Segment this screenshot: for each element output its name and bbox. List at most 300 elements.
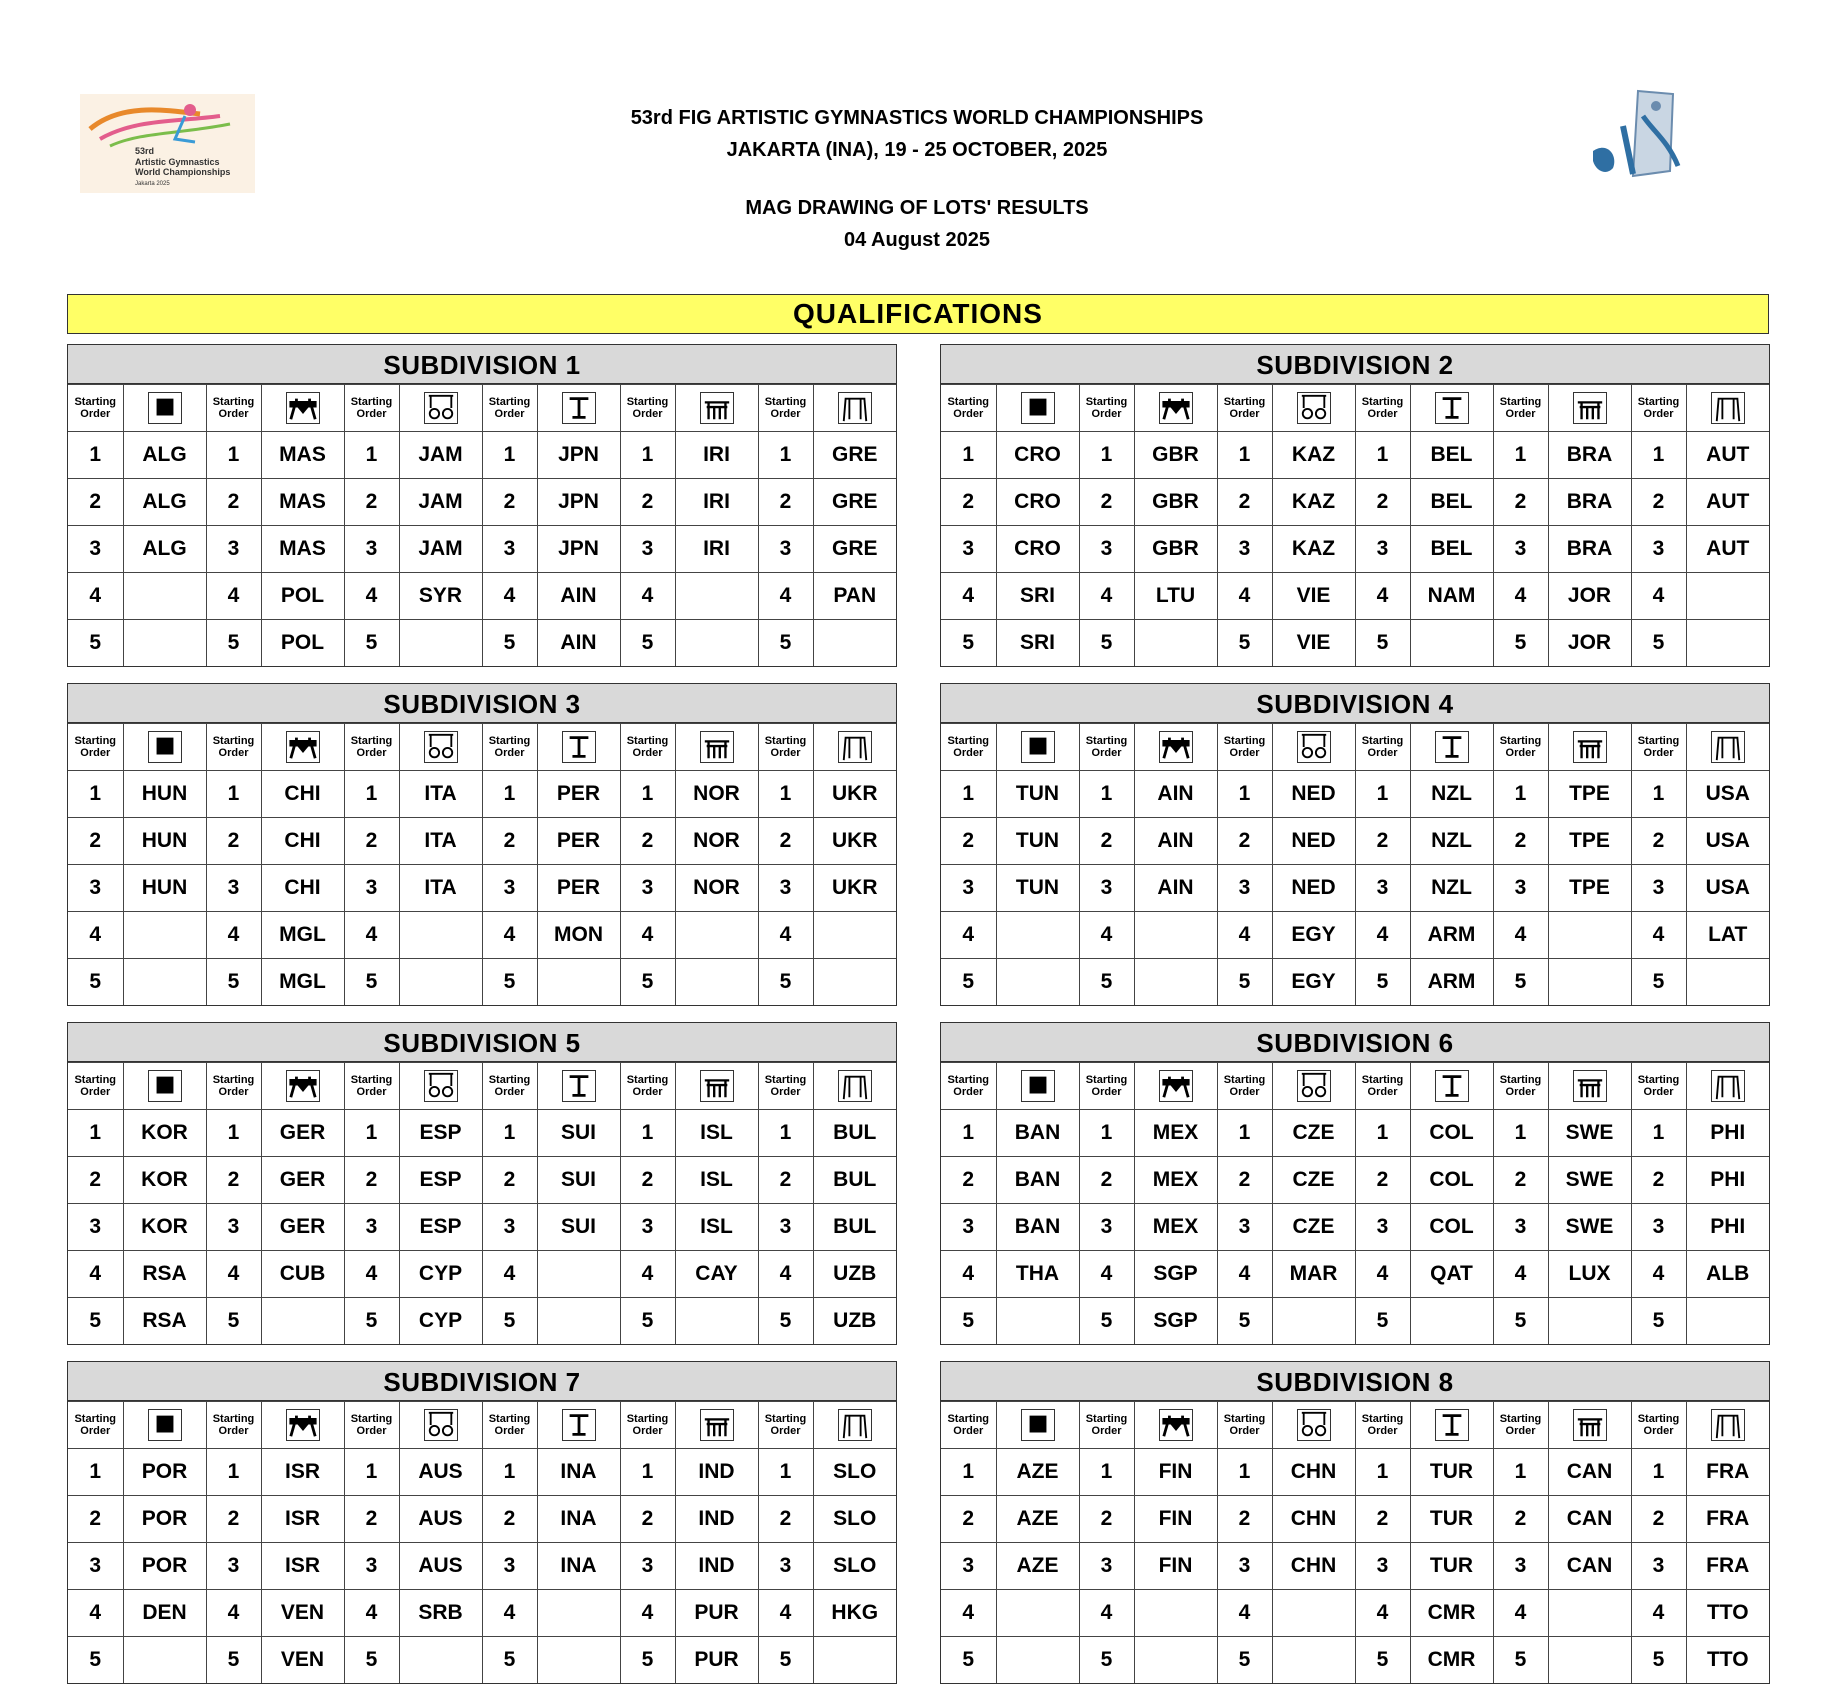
rings-icon (424, 1409, 458, 1441)
table-row (68, 573, 896, 620)
subdivision-2 (940, 344, 1770, 667)
nation-code (813, 620, 896, 667)
subdivision-title: SUBDIVISION 5 (68, 1023, 896, 1062)
starting-order-label: Starting Order (344, 724, 399, 771)
table-row (941, 771, 1769, 818)
nation-code (1686, 959, 1769, 1006)
nation-code: BEL (1410, 479, 1493, 526)
starting-order-number: 1 (1079, 432, 1134, 479)
starting-order-number: 2 (482, 1496, 537, 1543)
nation-code: MAS (261, 432, 344, 479)
subdivision-title: SUBDIVISION 4 (941, 684, 1769, 723)
table-row (68, 771, 896, 818)
nation-code (1134, 1637, 1217, 1684)
nation-code: HUN (123, 818, 206, 865)
starting-order-number: 2 (1217, 1157, 1272, 1204)
nation-code: AUT (1686, 479, 1769, 526)
nation-code: CRO (996, 479, 1079, 526)
nation-code: AUS (399, 1543, 482, 1590)
starting-order-number: 2 (68, 1157, 123, 1204)
starting-order-number: 1 (68, 432, 123, 479)
apparatus-cell (1134, 1063, 1217, 1110)
starting-order-number: 2 (1217, 1496, 1272, 1543)
starting-order-number: 4 (1355, 1251, 1410, 1298)
table-row (941, 1449, 1769, 1496)
starting-order-number: 5 (758, 1637, 813, 1684)
starting-order-number: 1 (620, 1449, 675, 1496)
starting-order-number: 2 (1079, 818, 1134, 865)
starting-order-number: 4 (206, 912, 261, 959)
starting-order-number: 4 (620, 573, 675, 620)
starting-order-number: 5 (482, 620, 537, 667)
table-row (941, 818, 1769, 865)
rings-icon (1297, 1409, 1331, 1441)
starting-order-number: 4 (941, 1251, 996, 1298)
nation-code: AIN (537, 620, 620, 667)
subdivision-title: SUBDIVISION 6 (941, 1023, 1769, 1062)
nation-code: JAM (399, 432, 482, 479)
starting-order-number: 3 (344, 865, 399, 912)
starting-order-label: Starting Order (758, 724, 813, 771)
horizontal-bar-icon (838, 731, 872, 763)
nation-code: TTO (1686, 1590, 1769, 1637)
starting-order-label: Starting Order (941, 1402, 996, 1449)
starting-order-number: 5 (1079, 620, 1134, 667)
nation-code: NZL (1410, 818, 1493, 865)
nation-code: POR (123, 1543, 206, 1590)
starting-order-number: 2 (482, 1157, 537, 1204)
nation-code: KOR (123, 1157, 206, 1204)
starting-order-number: 5 (206, 620, 261, 667)
nation-code: IRI (675, 479, 758, 526)
apparatus-cell (996, 385, 1079, 432)
table-row (941, 526, 1769, 573)
starting-order-label: Starting Order (1493, 724, 1548, 771)
starting-order-label: Starting Order (1493, 385, 1548, 432)
nation-code (399, 959, 482, 1006)
nation-code: KAZ (1272, 526, 1355, 573)
starting-order-number: 1 (1079, 1110, 1134, 1157)
starting-order-number: 4 (1217, 912, 1272, 959)
starting-order-table (68, 1401, 896, 1683)
starting-order-label: Starting Order (1079, 724, 1134, 771)
table-row (68, 1496, 896, 1543)
nation-code: THA (996, 1251, 1079, 1298)
starting-order-number: 4 (344, 573, 399, 620)
table-row (941, 1543, 1769, 1590)
nation-code: VEN (261, 1637, 344, 1684)
horizontal-bar-icon (1711, 731, 1745, 763)
starting-order-number: 2 (1355, 1157, 1410, 1204)
nation-code (1134, 1590, 1217, 1637)
nation-code: USA (1686, 865, 1769, 912)
starting-order-number: 1 (1355, 1449, 1410, 1496)
table-row (68, 432, 896, 479)
nation-code: CMR (1410, 1637, 1493, 1684)
nation-code: UKR (813, 771, 896, 818)
nation-code: ARM (1410, 912, 1493, 959)
subdivision-4 (940, 683, 1770, 1006)
nation-code: AUS (399, 1449, 482, 1496)
nation-code: FRA (1686, 1449, 1769, 1496)
starting-order-number: 5 (68, 959, 123, 1006)
nation-code (261, 1298, 344, 1345)
nation-code (1134, 959, 1217, 1006)
starting-order-number: 4 (344, 1590, 399, 1637)
starting-order-number: 4 (1631, 1590, 1686, 1637)
nation-code: IND (675, 1496, 758, 1543)
table-row (68, 1204, 896, 1251)
nation-code: FRA (1686, 1496, 1769, 1543)
starting-order-number: 3 (344, 1543, 399, 1590)
starting-order-number: 4 (1631, 1251, 1686, 1298)
nation-code: MEX (1134, 1110, 1217, 1157)
apparatus-header-row (68, 724, 896, 771)
nation-code (537, 1251, 620, 1298)
starting-order-number: 3 (1217, 1204, 1272, 1251)
nation-code: INA (537, 1543, 620, 1590)
starting-order-number: 4 (1079, 912, 1134, 959)
document-date: 04 August 2025 (844, 229, 990, 251)
pommel-horse-icon (286, 731, 320, 763)
starting-order-number: 5 (1493, 1298, 1548, 1345)
table-row (941, 1496, 1769, 1543)
starting-order-number: 2 (758, 818, 813, 865)
vault-icon (562, 731, 596, 763)
parallel-bars-icon (700, 392, 734, 424)
subdivision-title: SUBDIVISION 1 (68, 345, 896, 384)
starting-order-number: 4 (206, 1590, 261, 1637)
starting-order-number: 1 (620, 432, 675, 479)
nation-code: KAZ (1272, 432, 1355, 479)
starting-order-number: 3 (1355, 1543, 1410, 1590)
nation-code: BRA (1548, 479, 1631, 526)
nation-code: SWE (1548, 1157, 1631, 1204)
nation-code: BEL (1410, 526, 1493, 573)
logo-line4: Jakarta 2025 (135, 181, 170, 187)
nation-code: BUL (813, 1110, 896, 1157)
starting-order-number: 3 (1493, 1204, 1548, 1251)
starting-order-number: 5 (1217, 620, 1272, 667)
starting-order-label: Starting Order (620, 1063, 675, 1110)
starting-order-number: 2 (482, 818, 537, 865)
table-row (941, 1110, 1769, 1157)
starting-order-number: 1 (206, 1449, 261, 1496)
table-row (941, 620, 1769, 667)
nation-code: JPN (537, 432, 620, 479)
table-row (941, 1251, 1769, 1298)
starting-order-number: 2 (1493, 479, 1548, 526)
starting-order-label: Starting Order (620, 724, 675, 771)
nation-code: UZB (813, 1251, 896, 1298)
apparatus-cell (399, 724, 482, 771)
nation-code: PUR (675, 1590, 758, 1637)
starting-order-number: 2 (1631, 479, 1686, 526)
nation-code: ITA (399, 771, 482, 818)
nation-code: VEN (261, 1590, 344, 1637)
starting-order-number: 1 (1631, 1449, 1686, 1496)
starting-order-number: 5 (1493, 1637, 1548, 1684)
starting-order-number: 1 (344, 432, 399, 479)
starting-order-number: 1 (68, 1449, 123, 1496)
nation-code: AZE (996, 1543, 1079, 1590)
apparatus-cell (996, 724, 1079, 771)
starting-order-number: 2 (1631, 1157, 1686, 1204)
starting-order-number: 4 (1355, 1590, 1410, 1637)
starting-order-table (68, 384, 896, 666)
starting-order-number: 4 (1217, 573, 1272, 620)
apparatus-cell (1410, 1402, 1493, 1449)
starting-order-number: 3 (206, 526, 261, 573)
vault-icon (562, 1070, 596, 1102)
starting-order-number: 3 (1631, 1204, 1686, 1251)
apparatus-cell (123, 1402, 206, 1449)
starting-order-number: 1 (68, 1110, 123, 1157)
nation-code: SUI (537, 1204, 620, 1251)
starting-order-number: 5 (206, 1637, 261, 1684)
starting-order-number: 1 (206, 771, 261, 818)
starting-order-number: 4 (1493, 912, 1548, 959)
nation-code: ESP (399, 1157, 482, 1204)
starting-order-number: 5 (620, 620, 675, 667)
nation-code: NZL (1410, 865, 1493, 912)
nation-code (1686, 573, 1769, 620)
starting-order-number: 4 (1217, 1251, 1272, 1298)
starting-order-number: 3 (1079, 865, 1134, 912)
nation-code: CHI (261, 865, 344, 912)
starting-order-number: 5 (941, 959, 996, 1006)
nation-code: COL (1410, 1157, 1493, 1204)
nation-code (123, 1637, 206, 1684)
apparatus-cell (675, 724, 758, 771)
logo-line2: Artistic Gymnastics (135, 157, 220, 167)
starting-order-number: 3 (1493, 1543, 1548, 1590)
starting-order-number: 3 (758, 1204, 813, 1251)
nation-code: UKR (813, 818, 896, 865)
pommel-horse-icon (286, 1409, 320, 1441)
nation-code: HUN (123, 771, 206, 818)
nation-code: SRI (996, 620, 1079, 667)
starting-order-number: 3 (1079, 1543, 1134, 1590)
pommel-horse-icon (1159, 1409, 1193, 1441)
starting-order-number: 4 (482, 912, 537, 959)
starting-order-number: 1 (1217, 432, 1272, 479)
starting-order-number: 3 (68, 1204, 123, 1251)
nation-code: BAN (996, 1110, 1079, 1157)
nation-code: IRI (675, 432, 758, 479)
starting-order-number: 5 (1217, 959, 1272, 1006)
nation-code: MGL (261, 959, 344, 1006)
fig-logo (1578, 86, 1693, 186)
starting-order-label: Starting Order (68, 724, 123, 771)
nation-code: AZE (996, 1449, 1079, 1496)
starting-order-label: Starting Order (344, 1402, 399, 1449)
starting-order-number: 1 (344, 771, 399, 818)
starting-order-number: 4 (344, 912, 399, 959)
starting-order-label: Starting Order (206, 724, 261, 771)
nation-code: AIN (1134, 865, 1217, 912)
nation-code (1548, 1637, 1631, 1684)
nation-code: DEN (123, 1590, 206, 1637)
starting-order-number: 1 (482, 1110, 537, 1157)
apparatus-cell (813, 1063, 896, 1110)
starting-order-label: Starting Order (68, 1063, 123, 1110)
table-row (68, 1637, 896, 1684)
apparatus-cell (1548, 385, 1631, 432)
subdivision-title: SUBDIVISION 3 (68, 684, 896, 723)
starting-order-number: 2 (482, 479, 537, 526)
starting-order-number: 3 (206, 1543, 261, 1590)
starting-order-label: Starting Order (206, 385, 261, 432)
apparatus-cell (537, 385, 620, 432)
starting-order-number: 2 (206, 818, 261, 865)
starting-order-number: 1 (482, 432, 537, 479)
table-row (68, 865, 896, 912)
nation-code (123, 620, 206, 667)
nation-code: BRA (1548, 526, 1631, 573)
starting-order-number: 5 (482, 959, 537, 1006)
nation-code: AUT (1686, 526, 1769, 573)
starting-order-label: Starting Order (1493, 1063, 1548, 1110)
nation-code (1548, 1298, 1631, 1345)
vault-icon (1435, 1409, 1469, 1441)
nation-code: SRB (399, 1590, 482, 1637)
starting-order-number: 3 (1355, 1204, 1410, 1251)
subdivision-3 (67, 683, 897, 1006)
table-row (68, 1298, 896, 1345)
starting-order-number: 2 (68, 818, 123, 865)
nation-code: ITA (399, 865, 482, 912)
apparatus-header-row (941, 1402, 1769, 1449)
apparatus-cell (1686, 385, 1769, 432)
starting-order-number: 5 (482, 1298, 537, 1345)
nation-code (537, 1590, 620, 1637)
starting-order-label: Starting Order (1631, 724, 1686, 771)
nation-code: PHI (1686, 1204, 1769, 1251)
nation-code: JOR (1548, 620, 1631, 667)
nation-code: LAT (1686, 912, 1769, 959)
nation-code: CUB (261, 1251, 344, 1298)
starting-order-number: 2 (758, 479, 813, 526)
starting-order-number: 5 (941, 620, 996, 667)
starting-order-number: 1 (941, 432, 996, 479)
starting-order-number: 3 (1631, 526, 1686, 573)
starting-order-number: 5 (344, 620, 399, 667)
apparatus-cell (261, 724, 344, 771)
starting-order-number: 2 (206, 1496, 261, 1543)
parallel-bars-icon (700, 731, 734, 763)
vault-icon (562, 392, 596, 424)
nation-code: TUR (1410, 1543, 1493, 1590)
nation-code: MAS (261, 479, 344, 526)
starting-order-label: Starting Order (1079, 385, 1134, 432)
nation-code: INA (537, 1496, 620, 1543)
starting-order-table (941, 723, 1769, 1005)
nation-code: FIN (1134, 1496, 1217, 1543)
apparatus-cell (1548, 1402, 1631, 1449)
nation-code: KOR (123, 1204, 206, 1251)
starting-order-number: 2 (620, 479, 675, 526)
nation-code: PER (537, 771, 620, 818)
nation-code: ESP (399, 1110, 482, 1157)
floor-icon (1021, 1409, 1055, 1441)
starting-order-number: 5 (1631, 1298, 1686, 1345)
apparatus-cell (675, 1402, 758, 1449)
starting-order-number: 1 (344, 1110, 399, 1157)
subdivision-1 (67, 344, 897, 667)
starting-order-number: 1 (1493, 771, 1548, 818)
starting-order-number: 2 (758, 1496, 813, 1543)
nation-code: GER (261, 1204, 344, 1251)
nation-code: NOR (675, 771, 758, 818)
nation-code: UZB (813, 1298, 896, 1345)
starting-order-label: Starting Order (482, 1402, 537, 1449)
starting-order-number: 2 (1631, 818, 1686, 865)
starting-order-number: 1 (1355, 432, 1410, 479)
nation-code: HUN (123, 865, 206, 912)
starting-order-number: 3 (344, 1204, 399, 1251)
starting-order-number: 1 (1355, 771, 1410, 818)
starting-order-label: Starting Order (344, 385, 399, 432)
starting-order-number: 4 (1079, 1251, 1134, 1298)
starting-order-number: 5 (941, 1637, 996, 1684)
nation-code (813, 912, 896, 959)
starting-order-number: 3 (344, 526, 399, 573)
starting-order-number: 4 (1493, 573, 1548, 620)
starting-order-number: 4 (941, 1590, 996, 1637)
nation-code: ALB (1686, 1251, 1769, 1298)
table-row (68, 912, 896, 959)
starting-order-number: 3 (941, 865, 996, 912)
nation-code: AUS (399, 1496, 482, 1543)
starting-order-number: 4 (206, 1251, 261, 1298)
nation-code: MEX (1134, 1157, 1217, 1204)
starting-order-number: 2 (1355, 479, 1410, 526)
nation-code: MGL (261, 912, 344, 959)
nation-code: POR (123, 1449, 206, 1496)
nation-code (537, 1298, 620, 1345)
starting-order-label: Starting Order (1079, 1063, 1134, 1110)
nation-code: CHI (261, 771, 344, 818)
subdivision-5 (67, 1022, 897, 1345)
championship-title: 53rd FIG ARTISTIC GYMNASTICS WORLD CHAMPIONSHIPS (630, 107, 1204, 129)
starting-order-number: 4 (206, 573, 261, 620)
nation-code: SYR (399, 573, 482, 620)
nation-code: AIN (537, 573, 620, 620)
nation-code (675, 959, 758, 1006)
nation-code: GRE (813, 479, 896, 526)
starting-order-number: 1 (1493, 432, 1548, 479)
apparatus-cell (813, 1402, 896, 1449)
starting-order-number: 5 (620, 1637, 675, 1684)
starting-order-number: 2 (941, 1157, 996, 1204)
starting-order-number: 4 (758, 1590, 813, 1637)
starting-order-number: 5 (68, 620, 123, 667)
starting-order-number: 4 (1217, 1590, 1272, 1637)
logo-line1: 53rd (135, 146, 155, 156)
starting-order-number: 3 (68, 1543, 123, 1590)
starting-order-number: 2 (206, 1157, 261, 1204)
starting-order-number: 4 (758, 1251, 813, 1298)
nation-code: BAN (996, 1204, 1079, 1251)
nation-code: LUX (1548, 1251, 1631, 1298)
parallel-bars-icon (1573, 731, 1607, 763)
nation-code: SWE (1548, 1110, 1631, 1157)
starting-order-label: Starting Order (1355, 385, 1410, 432)
subdivision-8 (940, 1361, 1770, 1684)
starting-order-number: 4 (620, 912, 675, 959)
nation-code: SGP (1134, 1298, 1217, 1345)
